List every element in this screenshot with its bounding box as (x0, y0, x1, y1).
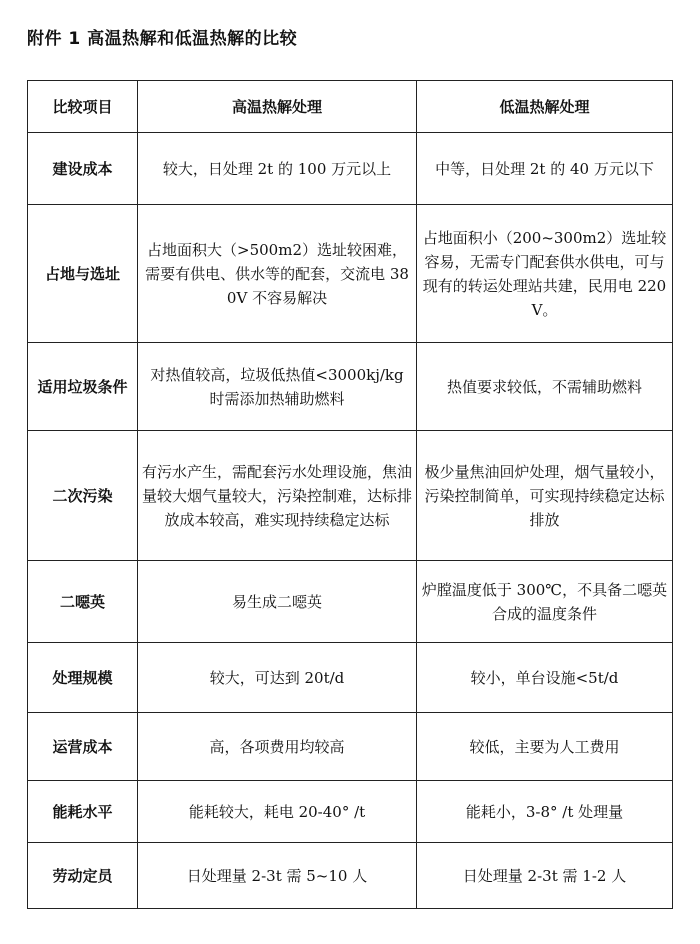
row-high: 较大，可达到 20t/d (138, 643, 417, 713)
row-low: 较小，单台设施<5t/d (417, 643, 673, 713)
row-high: 对热值较高，垃圾低热值<3000kj/kg 时需添加热辅助燃料 (138, 343, 417, 431)
row-item: 适用垃圾条件 (28, 343, 138, 431)
table-row (28, 713, 673, 781)
row-item: 占地与选址 (28, 205, 138, 343)
table-row (28, 643, 673, 713)
row-high: 较大，日处理 2t 的 100 万元以上 (138, 133, 417, 205)
comparison-table (27, 80, 673, 909)
table-row (28, 843, 673, 909)
row-high: 有污水产生，需配套污水处理设施，焦油量较大烟气量较大，污染控制难，达标排放成本较高，难实现持续稳定达标 (138, 431, 417, 561)
table-row (28, 343, 673, 431)
row-item: 二噁英 (28, 561, 138, 643)
row-item: 运营成本 (28, 713, 138, 781)
row-low: 炉膛温度低于 300℃，不具备二噁英合成的温度条件 (417, 561, 673, 643)
table-row (28, 781, 673, 843)
row-item: 能耗水平 (28, 781, 138, 843)
row-low: 较低，主要为人工费用 (417, 713, 673, 781)
header-low-temp: 低温热解处理 (417, 81, 673, 133)
row-low: 日处理量 2-3t 需 1-2 人 (417, 843, 673, 909)
row-high: 易生成二噁英 (138, 561, 417, 643)
table-row (28, 133, 673, 205)
row-low: 热值要求较低，不需辅助燃料 (417, 343, 673, 431)
row-high: 占地面积大（>500m2）选址较困难，需要有供电、供水等的配套，交流电 380V 不容易解决 (138, 205, 417, 343)
table-header-row (28, 81, 673, 133)
row-low: 中等，日处理 2t 的 40 万元以下 (417, 133, 673, 205)
table-row (28, 431, 673, 561)
row-low: 占地面积小（200~300m2）选址较容易，无需专门配套供水供电，可与现有的转运处理站共建，民用电 220V。 (417, 205, 673, 343)
header-item: 比较项目 (28, 81, 138, 133)
row-item: 劳动定员 (28, 843, 138, 909)
document-title: 附件 1 高温热解和低温热解的比较 (27, 29, 298, 49)
row-item: 建设成本 (28, 133, 138, 205)
row-item: 处理规模 (28, 643, 138, 713)
header-high-temp: 高温热解处理 (138, 81, 417, 133)
row-item: 二次污染 (28, 431, 138, 561)
table-row (28, 205, 673, 343)
table-row (28, 561, 673, 643)
row-high: 能耗较大，耗电 20-40° /t (138, 781, 417, 843)
row-low: 能耗小，3-8° /t 处理量 (417, 781, 673, 843)
row-high: 日处理量 2-3t 需 5~10 人 (138, 843, 417, 909)
row-high: 高，各项费用均较高 (138, 713, 417, 781)
row-low: 极少量焦油回炉处理，烟气量较小，污染控制简单，可实现持续稳定达标排放 (417, 431, 673, 561)
